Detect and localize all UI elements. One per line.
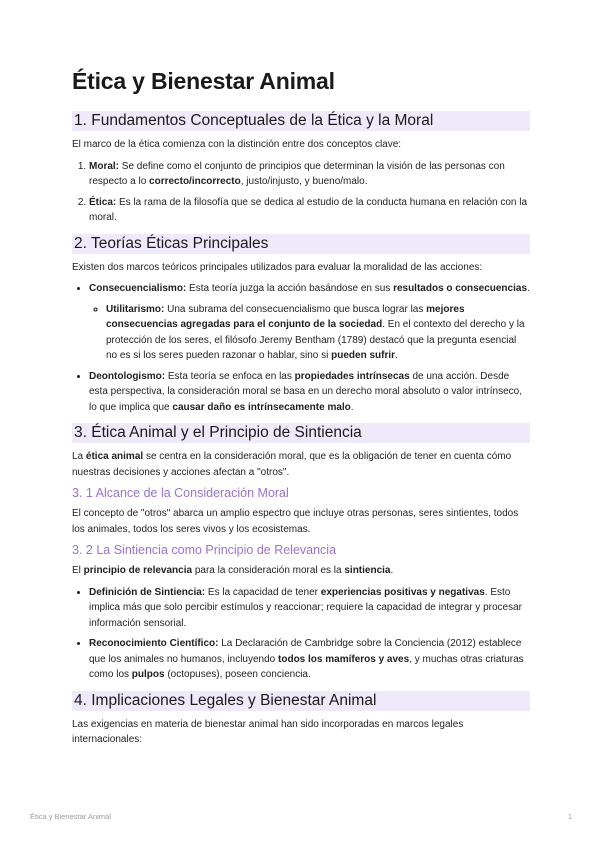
section-2 xyxy=(72,234,530,416)
section-intro: El marco de la ética comienza con la distinción entre dos conceptos clave: xyxy=(72,139,402,150)
section-intro: La ética animal se centra en la consideración moral, que es la obligación de tener en cuenta cómo nuestras decisiones y acciones afectan a "otros". xyxy=(72,451,512,478)
section-heading: 1. Fundamentos Conceptuales de la Ética y la Moral xyxy=(72,111,530,131)
subsection-heading: 3. 2 La Sintiencia como Principio de Relevancia xyxy=(72,543,337,557)
bullet-list xyxy=(72,281,530,415)
list-item-reconocimiento: • Reconocimiento Científico: La Declaración de Cambridge sobre la Conciencia (2012) establece que los animales no humanos, incluyendo todos los mamíferos y aves, y muchas otras criaturas como los pulpos (octopuses), poseen conciencia. xyxy=(89,636,530,683)
document-page xyxy=(72,68,530,756)
subsection-heading: 3. 1 Alcance de la Consideración Moral xyxy=(72,486,289,500)
section-intro: Las exigencias en materia de bienestar animal han sido incorporadas en marcos legales internacionales: xyxy=(72,718,464,745)
footer-title: Ética y Bienestar Animal xyxy=(30,812,111,821)
list-item-definicion: • Definición de Sintiencia: Es la capacidad de tener experiencias positivas y negativas. Esto implica más que solo percibir estímulos y reaccionar; requiere la capacidad de integrar y procesar información sensorial. xyxy=(89,585,530,632)
list-item-deontologismo: • Deontologismo: Esta teoría se enfoca en las propiedades intrínsecas de una acción. Desde esta perspectiva, la consideración moral se basa en un derecho moral absoluto o valor intrínseco, lo que implica que causar daño es intrínsecamente malo. xyxy=(89,369,530,416)
section-3 xyxy=(72,423,530,683)
subsection-intro: El principio de relevancia para la consideración moral es la sintiencia. xyxy=(72,565,394,576)
section-heading: 2. Teorías Éticas Principales xyxy=(72,234,530,254)
section-intro: Existen dos marcos teóricos principales utilizados para evaluar la moralidad de las acciones: xyxy=(72,261,483,273)
section-1 xyxy=(72,111,530,226)
page-footer xyxy=(30,812,572,821)
section-4 xyxy=(72,691,530,748)
list-item-etica: 2. Ética: Es la rama de la filosofía que se dedica al estudio de la conducta humana en relación con la moral. xyxy=(89,195,530,226)
page-number: 1 xyxy=(567,812,572,821)
section-heading: 4. Implicaciones Legales y Bienestar Animal xyxy=(72,691,530,711)
bullet-list xyxy=(72,585,530,683)
section-heading: 3. Ética Animal y el Principio de Sintiencia xyxy=(72,423,530,443)
list-item-utilitarismo: ◦ Utilitarismo: Una subrama del consecuencialismo que busca lograr las mejores consecuencias agregadas para el conjunto de la sociedad. En el contexto del derecho y la protección de los seres, el filósofo Jeremy Bentham (1789) destacó que la pregunta esencial no es si los seres pueden razonar o hablar, sino si pueden sufrir. xyxy=(106,302,530,364)
sub-bullet-list xyxy=(89,302,530,364)
subsection-text: El concepto de "otros" abarca un amplio espectro que incluye otras personas, seres sintientes, todos los animales, todos los seres vivos y los ecosistemas. xyxy=(72,508,519,535)
numbered-list xyxy=(72,159,530,226)
list-item-moral: 1. Moral: Se define como el conjunto de principios que determinan la visión de las personas con respecto a lo correcto/incorrecto, justo/injusto, y bueno/malo. xyxy=(89,159,530,190)
page-title: Ética y Bienestar Animal xyxy=(72,68,335,94)
list-item-consecuencialismo: • Consecuencialismo: Esta teoría juzga la acción basándose en sus resultados o consecuencias. ◦ Utilitarismo: Una subrama del consecuencialismo que busca lograr las mejores consecuencias agregadas para el conjunto de la sociedad. En el contexto del derecho y la protección de los seres, el filósofo Jeremy Bentham (1789) destacó que la pregunta esencial no es si los seres pueden razonar o hablar, sino si pueden sufrir. xyxy=(89,281,530,364)
